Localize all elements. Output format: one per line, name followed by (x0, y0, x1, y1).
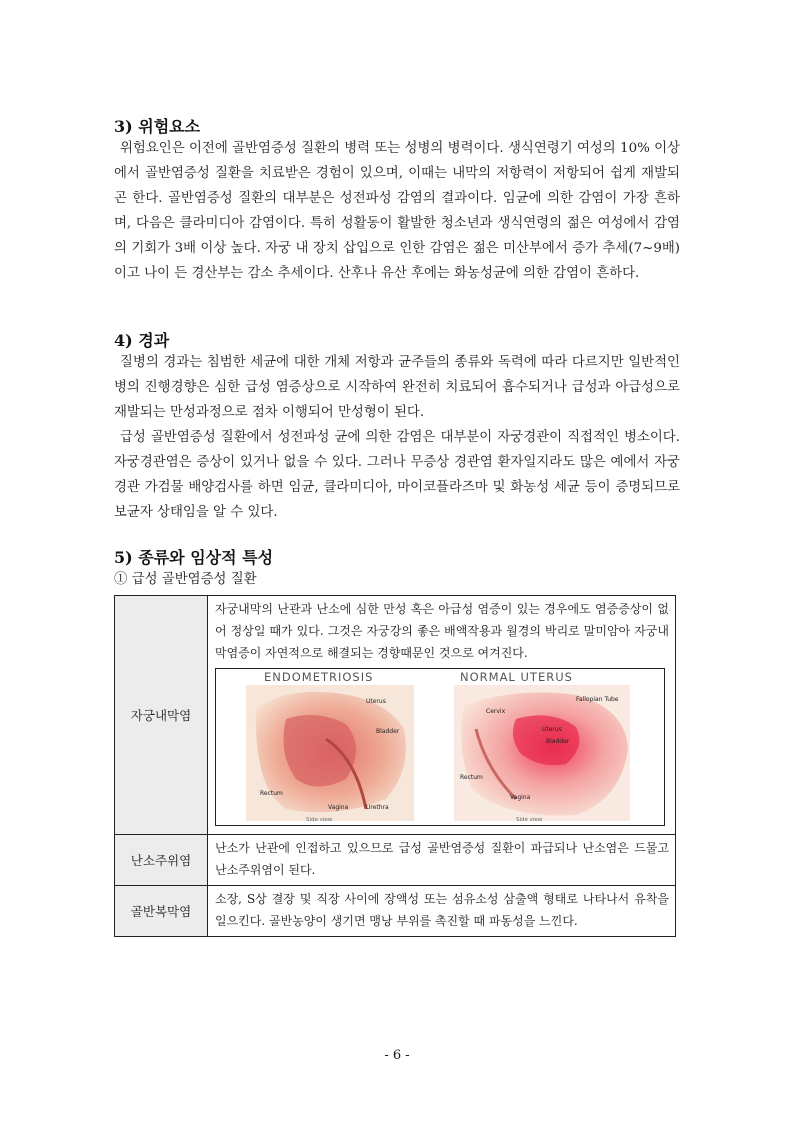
row-desc-endometritis (208, 596, 676, 835)
section-title-course: 4) 경과 (114, 331, 170, 350)
row-label-pelvic-peritonitis: 골반복막염 (115, 886, 208, 937)
table-row (115, 886, 676, 937)
course-paragraph-1: 질병의 경과는 침범한 세균에 대한 개체 저항과 균주들의 종류와 독력에 따라 다르지만 일반적인 병의 진행경향은 심한 급성 염증상으로 시작하여 완전히 치료되어 흡수되거나 급성과 아급성으로 재발되는 만성과정으로 점차 이행되어 만성형이 된다. (114, 355, 680, 420)
label-rectum-right: Rectum (460, 774, 483, 781)
section-title-risk: 3) 위험요소 (114, 117, 201, 136)
label-bladder-left: Bladder (376, 728, 400, 735)
caption-left: Side view (306, 817, 333, 823)
label-vagina-left: Vagina (328, 804, 349, 811)
label-fallopian-right: Fallopian Tube (576, 696, 619, 703)
label-rectum-left: Rectum (260, 790, 283, 797)
label-cervix-right: Cervix (486, 708, 506, 715)
label-bladder-right: Bladder (546, 738, 570, 745)
row-label-endometritis: 자궁내막염 (115, 596, 208, 835)
figure-left-title: ENDOMETRIOSIS (264, 670, 374, 684)
row-desc-perioophoritis: 난소가 난관에 인접하고 있으므로 급성 골반염증성 질환이 파급되나 난소염은 드물고 난소주위염이 된다. (208, 835, 676, 886)
disease-type-table (114, 595, 676, 937)
uterus-diagram (216, 669, 664, 825)
label-uterus-left: Uterus (366, 698, 386, 705)
section-title-types: 5) 종류와 임상적 특성 (114, 548, 274, 567)
label-urethra-left: Urethra (366, 804, 389, 811)
row-desc-pelvic-peritonitis: 소장, S상 결장 및 직장 사이에 장액성 또는 섬유소성 삼출액 형태로 나타나서 유착을 일으킨다. 골반농양이 생기면 맹낭 부위를 촉진할 때 파동성을 느낀다. (208, 886, 676, 937)
risk-paragraph: 위험요인은 이전에 골반염증성 질환의 병력 또는 성병의 병력이다. 생식연령기 여성의 10% 이상에서 골반염증성 질환을 치료받은 경험이 있으며, 이때는 내막의 저항력이 저항되어 쉽게 재발되곤 한다. 골반염증성 질환의 대부분은 성전파성 감염의 결과이다. 임균에 의한 감염이 가장 흔하며, 다음은 클라미디아 감염이다. 특히 성활동이 활발한 청소년과 생식연령의 젊은 여성에서 감염의 기회가 3배 이상 높다. 자궁 내 장치 삽입으로 인한 감염은 젊은 미산부에서 증가 추세(7~9배)이고 나이 든 경산부는 감소 추세이다. 산후나 유산 후에는 화농성균에 의한 감염이 흔하다. (114, 141, 680, 281)
endometriosis-uterus-shape (284, 715, 356, 787)
uterus-illustration (215, 668, 665, 826)
row-label-perioophoritis: 난소주위염 (115, 835, 208, 886)
course-paragraph-2: 급성 골반염증성 질환에서 성전파성 균에 의한 감염은 대부분이 자궁경관이 직접적인 병소이다. 자궁경관염은 증상이 있거나 없을 수 있다. 그러나 무증상 경관염 환자일지라도 많은 예에서 자궁경관 가검물 배양검사를 하면 임균, 클라미디아, 마이코플라즈마 및 화농성 세균 등이 증명되므로 보균자 상태임을 알 수 있다. (114, 430, 680, 520)
table-row (115, 596, 676, 835)
label-uterus-right: Uterus (542, 726, 562, 733)
figure-right-title: NORMAL UTERUS (460, 670, 573, 684)
endometritis-text: 자궁내막의 난관과 난소에 심한 만성 혹은 아급성 염증이 있는 경우에도 염증증상이 없어 정상일 때가 있다. 그것은 자궁강의 좋은 배액작용과 월경의 박리로 말미암아 자궁내막염증이 자연적으로 해결되는 경향때문인 것으로 여겨진다. (215, 602, 669, 660)
types-subtitle: ① 급성 골반염증성 질환 (114, 572, 257, 587)
caption-right: Side view (516, 817, 543, 823)
page-number: - 6 - (384, 1048, 410, 1063)
table-row (115, 835, 676, 886)
label-vagina-right: Vagina (510, 794, 531, 801)
